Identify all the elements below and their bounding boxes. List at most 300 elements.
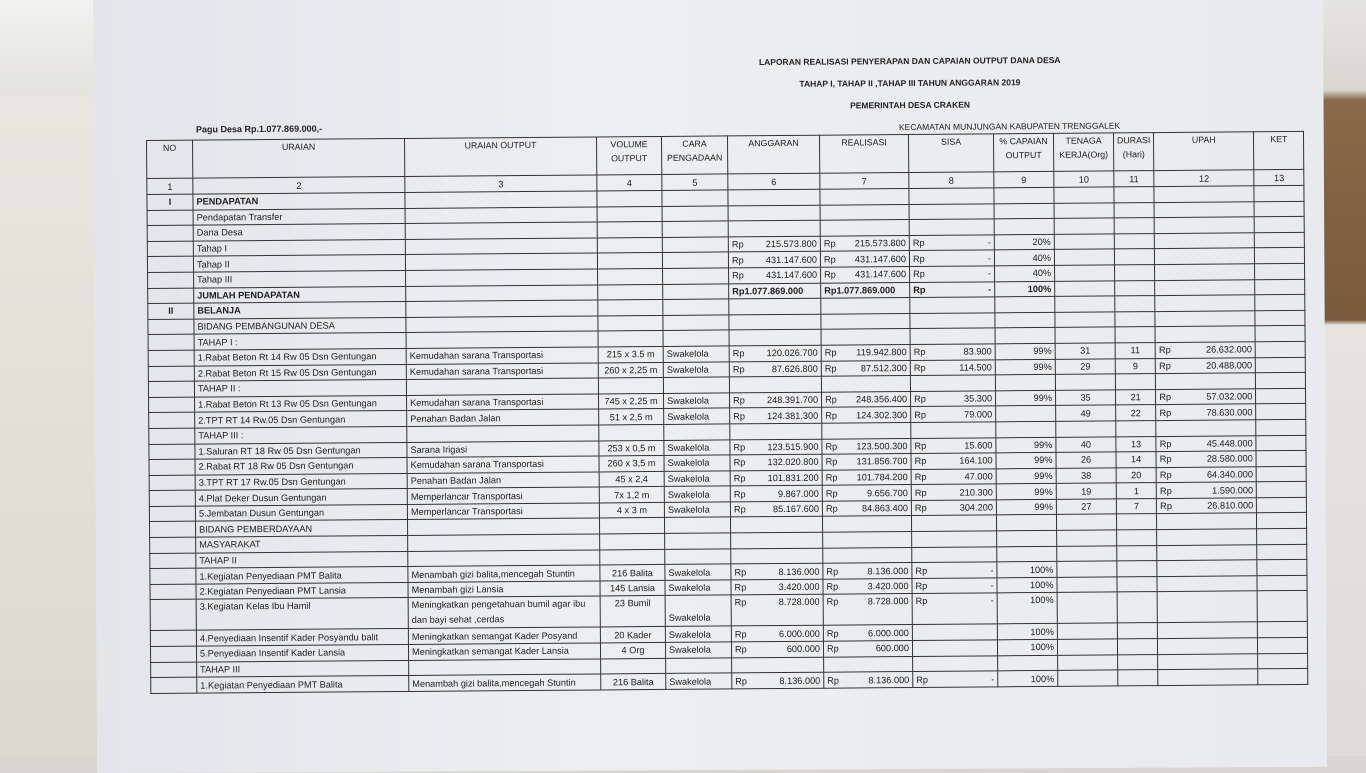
amount: - <box>990 580 993 590</box>
cell-cara-pengadaan: Swakelola <box>665 595 731 627</box>
cell-volume-output: 216 Balita <box>600 565 665 581</box>
cell-uraian-output: Penahan Badan Jalan <box>407 472 599 489</box>
cell-tenaga-kerja <box>1054 202 1114 218</box>
cell-anggaran <box>730 392 822 408</box>
village-budget-ceiling: Pagu Desa Rp.1.077.869.000,- <box>196 124 322 135</box>
column-number: 12 <box>1154 170 1254 187</box>
cell-upah <box>1158 653 1258 669</box>
amount: 600.000 <box>787 644 820 654</box>
currency: Rp <box>825 348 837 358</box>
money-value <box>826 472 908 483</box>
cell-anggaran <box>731 548 823 564</box>
money-value <box>733 348 818 359</box>
column-number: 4 <box>597 174 662 191</box>
cell-uraian-output <box>409 659 601 676</box>
cell-uraian: Tahap III <box>194 270 406 287</box>
column-label: URAIAN OUTPUT <box>408 139 593 150</box>
money-value <box>1160 485 1253 496</box>
district-name: KECAMATAN MUNJUNGAN KABUPATEN TRENGGALEK <box>740 121 1120 146</box>
cell-no <box>149 444 195 460</box>
cell-uraian: 3.TPT RT 17 Rw.05 Dsn Gentungan <box>195 473 407 490</box>
amount: - <box>991 674 994 684</box>
cell-uraian-output <box>405 238 597 255</box>
money-value <box>826 566 908 577</box>
cell-ket <box>1258 669 1308 685</box>
cell-realisasi <box>823 547 912 563</box>
cell-tenaga-kerja <box>1055 296 1115 312</box>
cell-anggaran <box>729 376 821 392</box>
cell-sisa <box>910 313 995 329</box>
column-header-tenaga-kerja <box>1053 133 1113 171</box>
cell-durasi: 20 <box>1116 467 1156 483</box>
cell-tenaga-kerja <box>1057 592 1117 623</box>
cell-ket <box>1255 341 1305 357</box>
cell-uraian-output <box>407 425 599 442</box>
cell-realisasi <box>821 282 910 298</box>
column-label: CARA <box>665 138 724 148</box>
currency: Rp <box>735 629 747 639</box>
report-title: LAPORAN REALISASI PENYERAPAN DAN CAPAIAN OUTPUT DANA DESA <box>700 55 1120 80</box>
cell-volume-output: 7x 1,2 m <box>599 487 664 503</box>
cell-durasi <box>1117 592 1157 623</box>
money-value <box>734 582 819 593</box>
money-value <box>913 237 991 248</box>
cell-uraian: TAHAP III : <box>195 426 407 443</box>
money-value <box>733 442 818 453</box>
currency: Rp <box>732 239 744 249</box>
cell-tenaga-kerja: 49 <box>1056 405 1116 421</box>
column-header-no <box>147 140 193 178</box>
cell-uraian: 5.Jembatan Dusun Gentungan <box>195 504 407 521</box>
cell-cara-pengadaan: Swakelola <box>663 361 729 377</box>
cell-realisasi <box>824 672 913 688</box>
cell-upah <box>1155 311 1255 327</box>
amount: 8.136.000 <box>779 675 820 685</box>
cell-capaian-output <box>998 655 1058 671</box>
currency: Rp <box>734 582 746 592</box>
cell-cara-pengadaan <box>662 206 728 222</box>
cell-ket <box>1256 482 1306 498</box>
amount: - <box>988 237 991 247</box>
cell-capaian-output: 99% <box>996 437 1056 453</box>
amount: 9.656.700 <box>867 488 908 498</box>
cell-sisa <box>911 422 996 438</box>
currency: Rp <box>1160 501 1172 511</box>
cell-cara-pengadaan: Swakelola <box>664 455 730 471</box>
cell-durasi: 1 <box>1116 483 1156 499</box>
cell-capaian-output: 100% <box>995 281 1055 297</box>
cell-uraian-output: Penahan Badan Jalan <box>407 409 599 426</box>
cell-sisa <box>911 484 996 500</box>
cell-ket <box>1254 201 1304 217</box>
cell-cara-pengadaan: Swakelola <box>665 626 731 642</box>
cell-ket <box>1257 528 1307 544</box>
currency: Rp <box>916 594 928 609</box>
currency: Rp <box>1159 392 1171 402</box>
cell-uraian-output <box>408 534 600 551</box>
cell-tenaga-kerja <box>1055 327 1115 343</box>
money-value <box>915 456 993 467</box>
cell-upah <box>1156 373 1256 389</box>
report-subtitle: TAHAP I, TAHAP II ,TAHAP III TAHUN ANGGARAN 2019 <box>700 77 1120 102</box>
cell-upah <box>1155 326 1255 342</box>
currency: Rp <box>827 644 839 654</box>
cell-cara-pengadaan: Swakelola <box>664 502 730 518</box>
cell-uraian-output <box>406 331 598 348</box>
cell-uraian: JUMLAH PENDAPATAN <box>194 286 406 303</box>
cell-tenaga-kerja <box>1054 187 1114 203</box>
cell-anggaran <box>729 267 821 283</box>
cell-realisasi <box>822 485 911 501</box>
cell-tenaga-kerja: 38 <box>1056 468 1116 484</box>
cell-tenaga-kerja <box>1054 234 1114 250</box>
cell-volume-output: 23 Bumil <box>600 596 665 628</box>
cell-uraian: Tahap I <box>193 239 405 256</box>
money-value <box>916 594 994 610</box>
currency: Rp <box>913 238 925 248</box>
cell-anggaran <box>729 361 821 377</box>
cell-capaian-output: 100% <box>997 639 1057 655</box>
cell-sisa <box>911 500 996 516</box>
cell-durasi <box>1116 420 1156 436</box>
cell-ket <box>1255 248 1305 264</box>
money-value <box>824 269 906 280</box>
cell-tenaga-kerja: 27 <box>1056 499 1116 515</box>
cell-tenaga-kerja <box>1055 265 1115 281</box>
column-header-volume-output <box>596 136 661 175</box>
currency: Rp <box>734 504 746 514</box>
cell-ket <box>1255 263 1305 279</box>
cell-sisa <box>911 469 996 485</box>
currency: Rp <box>827 628 839 638</box>
cell-tenaga-kerja <box>1055 374 1115 390</box>
cell-uraian-output <box>405 222 597 239</box>
cell-upah <box>1154 201 1254 217</box>
cell-upah <box>1156 389 1256 405</box>
money-value <box>825 363 907 374</box>
currency: Rp <box>913 269 925 279</box>
amount: 26.810.000 <box>1207 500 1253 510</box>
cell-no <box>149 522 195 538</box>
money-value <box>827 628 909 639</box>
cell-uraian: 1.Saluran RT 18 Rw 05 Dsn Gentungan <box>195 442 407 459</box>
currency: Rp <box>915 565 927 575</box>
column-header-uraian <box>193 138 405 178</box>
cell-ket <box>1255 232 1305 248</box>
cell-realisasi <box>823 563 912 579</box>
column-label: % CAPAIAN <box>997 136 1050 146</box>
cell-cara-pengadaan <box>666 658 732 674</box>
cell-capaian-output: 100% <box>997 624 1057 640</box>
cell-capaian-output <box>995 374 1055 390</box>
cell-sisa <box>912 624 997 640</box>
cell-upah <box>1154 186 1254 202</box>
cell-upah <box>1155 357 1255 373</box>
cell-ket <box>1257 591 1307 622</box>
cell-anggaran <box>731 641 823 657</box>
cell-uraian-output: Meningkatkan semangat Kader Lansia <box>408 643 600 660</box>
amount: 85.167.600 <box>773 504 819 514</box>
currency: Rp <box>825 363 837 373</box>
column-number: 11 <box>1114 171 1154 187</box>
cell-sisa <box>910 281 995 297</box>
currency: Rp <box>916 674 928 684</box>
cell-tenaga-kerja <box>1057 561 1117 577</box>
cell-upah <box>1154 217 1254 233</box>
money-value <box>915 580 993 591</box>
currency: Rp <box>1160 470 1172 480</box>
cell-no <box>147 257 193 273</box>
cell-no <box>151 662 197 678</box>
cell-capaian-output: 100% <box>997 593 1057 624</box>
column-number: 7 <box>820 173 909 190</box>
column-number: 8 <box>909 172 994 189</box>
cell-upah <box>1156 482 1256 498</box>
cell-realisasi <box>820 189 909 205</box>
currency: Rp <box>826 566 838 576</box>
amount: 431.147.600 <box>855 269 906 279</box>
cell-tenaga-kerja <box>1058 670 1118 686</box>
cell-anggaran <box>729 298 821 314</box>
cell-capaian-output: 99% <box>996 484 1056 500</box>
cell-anggaran <box>731 595 823 627</box>
amount: 120.026.700 <box>767 348 818 358</box>
cell-no <box>148 319 194 335</box>
amount: 164.100 <box>959 456 992 466</box>
currency: Rp <box>1159 345 1171 355</box>
column-header-capaian-output <box>993 133 1053 171</box>
money-value <box>735 644 820 655</box>
currency: Rp <box>734 567 746 577</box>
currency: Rp <box>735 596 747 611</box>
column-label: KET <box>1257 134 1300 144</box>
amount: 8.136.000 <box>778 566 819 576</box>
report-table <box>146 131 1309 694</box>
cell-tenaga-kerja: 29 <box>1055 358 1115 374</box>
currency: Rp <box>915 503 927 513</box>
currency: Rp <box>733 442 745 452</box>
cell-anggaran <box>730 501 822 517</box>
currency: Rp <box>913 285 925 295</box>
cell-durasi: 14 <box>1116 452 1156 468</box>
cell-anggaran <box>728 236 820 252</box>
cell-upah <box>1155 295 1255 311</box>
currency: Rp <box>825 441 837 451</box>
money-value <box>827 594 909 610</box>
cell-volume-output <box>600 534 665 550</box>
cell-no <box>147 241 193 257</box>
cell-realisasi <box>822 454 911 470</box>
amount: 1.590.000 <box>1212 485 1253 495</box>
cell-uraian-output: Kemudahan sarana Transportasi <box>407 456 599 473</box>
cell-ket <box>1254 185 1304 201</box>
cell-ket <box>1257 560 1307 576</box>
cell-volume-output: 45 x 2,4 <box>599 471 664 487</box>
cell-realisasi <box>823 625 912 641</box>
currency: Rp <box>735 645 747 655</box>
cell-no <box>150 600 196 631</box>
column-sublabel: PENGADAAN <box>665 152 724 162</box>
money-value <box>914 440 992 451</box>
cell-durasi <box>1114 187 1154 203</box>
column-number: 10 <box>1054 171 1114 187</box>
cell-cara-pengadaan: Swakelola <box>665 642 731 658</box>
cell-uraian: 1.Kegiatan Penyediaan PMT Balita <box>197 676 409 693</box>
cell-anggaran <box>730 408 822 424</box>
amount: 8.136.000 <box>868 675 909 685</box>
cell-uraian: 2.Rabat RT 18 Rw 05 Dsn Gentungan <box>195 458 407 475</box>
cell-upah <box>1156 420 1256 436</box>
cell-sisa <box>910 391 995 407</box>
cell-upah <box>1157 576 1257 592</box>
cell-uraian: Tahap II <box>193 255 405 272</box>
cell-ket <box>1255 310 1305 326</box>
cell-durasi: 13 <box>1116 436 1156 452</box>
cell-upah <box>1157 529 1257 545</box>
cell-sisa <box>911 406 996 422</box>
cell-durasi <box>1116 514 1156 530</box>
cell-volume-output <box>599 424 664 440</box>
cell-cara-pengadaan <box>663 377 729 393</box>
cell-capaian-output <box>995 328 1055 344</box>
cell-capaian-output: 99% <box>995 343 1055 359</box>
currency: Rp1.077.869.000 <box>732 286 803 297</box>
cell-no <box>149 428 195 444</box>
money-value <box>735 675 820 686</box>
cell-durasi <box>1114 202 1154 218</box>
cell-upah <box>1156 451 1256 467</box>
cell-anggaran <box>730 470 822 486</box>
money-value <box>734 473 819 484</box>
money-value <box>734 566 819 577</box>
money-value <box>1160 454 1253 465</box>
cell-anggaran <box>728 205 820 221</box>
cell-anggaran <box>732 657 824 673</box>
cell-realisasi <box>823 578 912 594</box>
cell-ket <box>1256 466 1306 482</box>
money-value <box>915 487 993 498</box>
cell-no <box>149 412 195 428</box>
amount: 87.626.800 <box>772 364 818 374</box>
currency: Rp <box>826 488 838 498</box>
cell-cara-pengadaan <box>663 315 729 331</box>
amount: 123.515.900 <box>767 442 818 452</box>
cell-uraian-output: Memperlancar Transportasi <box>407 503 599 520</box>
cell-volume-output <box>597 222 662 238</box>
amount: 600.000 <box>876 643 909 653</box>
cell-tenaga-kerja <box>1058 655 1118 671</box>
cell-uraian-output <box>406 300 598 317</box>
cell-no <box>148 272 194 288</box>
cell-cara-pengadaan <box>663 330 729 346</box>
cell-uraian-output: Menambah gizi balita,mencegah Stuntin <box>409 674 601 691</box>
cell-volume-output <box>601 658 666 674</box>
cell-sisa <box>909 250 994 266</box>
cell-tenaga-kerja: 19 <box>1056 483 1116 499</box>
currency: Rp <box>734 473 746 483</box>
cell-uraian: 5.Penyediaan Insentif Kader Lansia <box>196 644 408 661</box>
column-label: NO <box>150 143 189 153</box>
cell-cara-pengadaan: Swakelola <box>664 486 730 502</box>
cell-cara-pengadaan: Swakelola <box>664 393 730 409</box>
column-label: VOLUME <box>600 139 658 149</box>
cell-capaian-output: 100% <box>997 577 1057 593</box>
amount: 124.302.300 <box>856 410 907 420</box>
cell-no <box>150 646 196 662</box>
amount: 101.784.200 <box>857 472 908 482</box>
amount: 248.356.400 <box>856 394 907 404</box>
cell-uraian-output <box>408 550 600 567</box>
cell-uraian: 2.Kegiatan Penyediaan PMT Lansia <box>196 582 408 599</box>
cell-uraian: Dana Desa <box>193 224 405 241</box>
cell-capaian-output: 99% <box>995 390 1055 406</box>
cell-capaian-output <box>994 219 1054 235</box>
column-number: 1 <box>147 178 193 194</box>
amount: 6.000.000 <box>779 628 820 638</box>
cell-volume-output: 145 Lansia <box>600 580 665 596</box>
cell-no <box>148 334 194 350</box>
cell-realisasi <box>821 360 910 376</box>
cell-ket <box>1258 637 1308 653</box>
cell-volume-output <box>600 549 665 565</box>
currency: Rp <box>827 595 839 610</box>
cell-upah <box>1158 622 1258 638</box>
currency: Rp <box>824 239 836 249</box>
cell-upah <box>1157 560 1257 576</box>
money-value <box>914 362 992 373</box>
cell-durasi: 11 <box>1115 343 1155 359</box>
cell-anggaran <box>730 439 822 455</box>
money-value <box>1159 360 1252 371</box>
money-value <box>916 674 994 685</box>
cell-realisasi <box>820 235 909 251</box>
cell-capaian-output <box>996 406 1056 422</box>
cell-sisa <box>910 344 995 360</box>
cell-uraian-output: Menambah gizi balita,mencegah Stuntin <box>408 565 600 582</box>
cell-realisasi <box>822 516 911 532</box>
cell-volume-output: 4 x 3 m <box>599 502 664 518</box>
cell-uraian: 2.TPT RT 14 Rw.05 Dsn Gentungan <box>195 411 407 428</box>
cell-anggaran <box>731 579 823 595</box>
cell-uraian: 1.Rabat Beton Rt 14 Rw 05 Dsn Gentungan <box>194 348 406 365</box>
cell-capaian-output: 100% <box>998 671 1058 687</box>
cell-tenaga-kerja: 40 <box>1056 436 1116 452</box>
amount: 15.600 <box>964 440 992 450</box>
column-header-realisasi <box>819 135 908 174</box>
cell-cara-pengadaan: Swakelola <box>664 408 730 424</box>
amount: 9.867.000 <box>778 488 819 498</box>
cell-uraian-output: Menambah gizi Lansia <box>408 581 600 598</box>
cell-uraian: BIDANG PEMBANGUNAN DESA <box>194 317 406 334</box>
cell-ket <box>1257 544 1307 560</box>
money-value <box>915 471 993 482</box>
cell-tenaga-kerja <box>1054 218 1114 234</box>
cell-realisasi <box>822 422 911 438</box>
cell-anggaran <box>729 314 821 330</box>
cell-realisasi <box>824 656 913 672</box>
amount: - <box>991 594 994 609</box>
cell-anggaran <box>731 563 823 579</box>
cell-uraian: 1.Rabat Beton Rt 13 Rw 05 Dsn Gentungan <box>195 395 407 412</box>
cell-no <box>150 584 196 600</box>
cell-uraian-output <box>406 285 598 302</box>
cell-capaian-output <box>994 203 1054 219</box>
currency: Rp <box>1160 439 1172 449</box>
cell-upah <box>1155 342 1255 358</box>
currency: Rp <box>914 409 926 419</box>
cell-sisa <box>910 328 995 344</box>
cell-durasi <box>1115 311 1155 327</box>
